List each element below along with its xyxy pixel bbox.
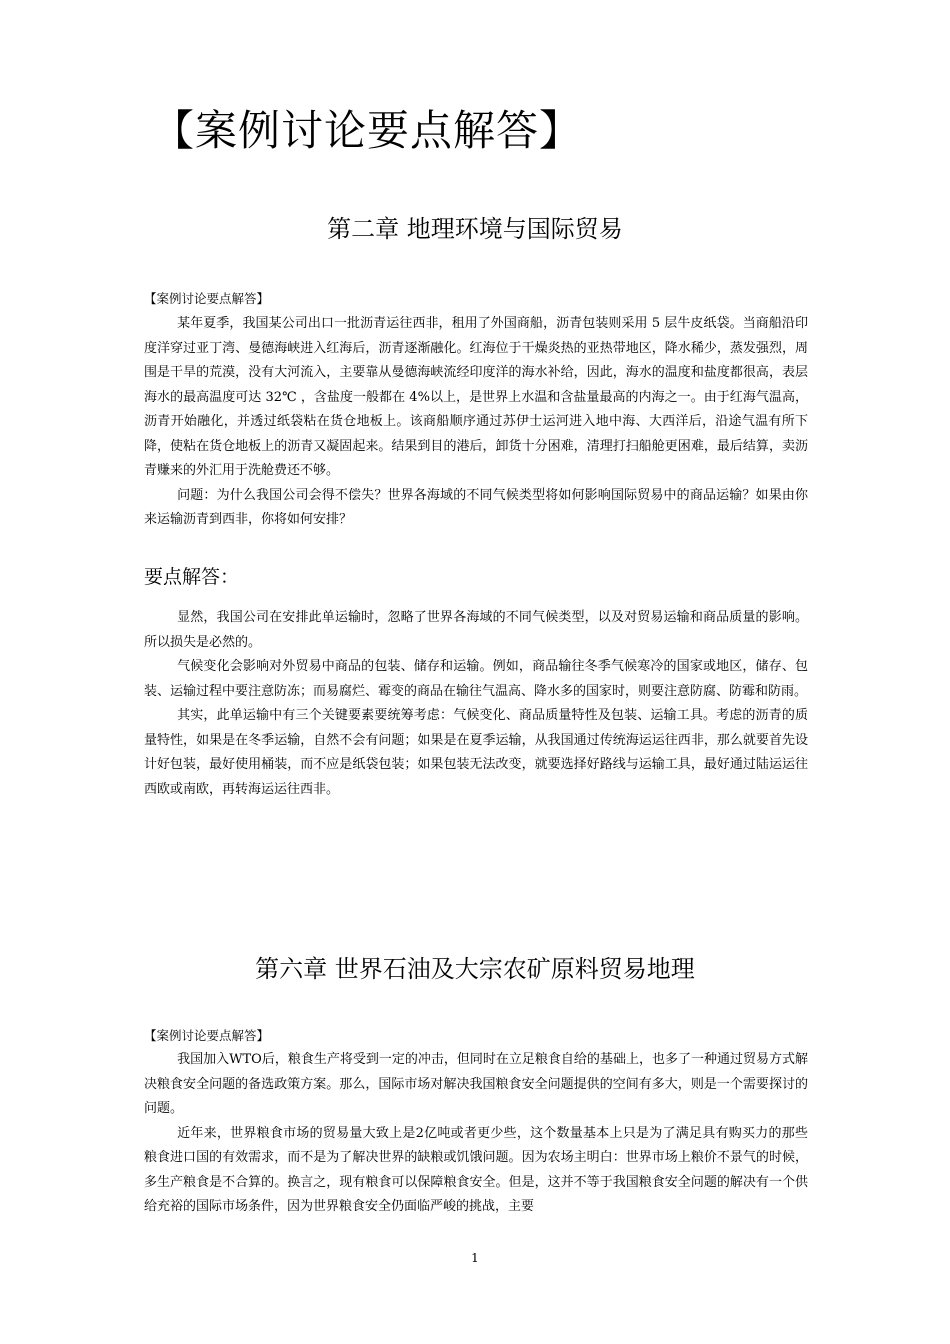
chapter-6-section-label: 【案例讨论要点解答】 [144, 1028, 270, 1043]
page-number: 1 [471, 1251, 479, 1265]
answer-paragraph: 显然，我国公司在安排此单运输时，忽略了世界各海域的不同气候类型，以及对贸易运输和商品质量的影响。所以损失是必然的。 [144, 610, 808, 650]
case-paragraph: 某年夏季，我国某公司出口一批沥青运往西非，租用了外国商船，沥青包装则采用 5 层牛皮纸袋。当商船沿印度洋穿过亚丁湾、曼德海峡进入红海后，沥青逐渐融化。红海位于干燥炎热的亚热带地区，降水稀少，蒸发强烈，周围是干旱的荒漠，没有大河流入，主要靠从曼德海峡流经印度洋的海水补给，因此，海水的温度和盐度都很高，表层海水的最高温度可达 32℃ ，含盐度一般都在 4%以上，是世界上水温和含盐量最高的内海之一。由于红海气温高，沥青开始融化，并透过纸袋粘在货仓地板上。该商船顺序通过苏伊士运河进入地中海、大西洋后，沿途气温有所下降，使粘在货仓地板上的沥青又凝固起来。结果到目的港后，卸货十分困难，清理打扫船舱更困难，最后结算，卖沥青赚来的外汇用于洗舱费还不够。 [144, 316, 808, 478]
chapter-2-title: 第二章 地理环境与国际贸易 [327, 215, 623, 243]
answer-paragraph: 气候变化会影响对外贸易中商品的包装、储存和运输。例如，商品输往冬季气候寒冷的国家或地区，储存、包装、运输过程中要注意防冻；而易腐烂、霉变的商品在输往气温高、降水多的国家时，则要注意防腐、防霉和防雨。 [144, 659, 808, 699]
answer-heading: 要点解答： [144, 566, 240, 588]
chapter-2-section-label: 【案例讨论要点解答】 [144, 291, 270, 306]
chapter-2-answer-text [144, 606, 808, 802]
body-paragraph: 我国加入WTO后，粮食生产将受到一定的冲击，但同时在立足粮食自给的基础上，也多了一种通过贸易方式解决粮食安全问题的备选政策方案。那么，国际市场对解决我国粮食安全问题提供的空间有多大，则是一个需要探讨的问题。 [144, 1052, 808, 1116]
chapter-2-case-text [144, 312, 808, 533]
chapter-6-text [144, 1048, 808, 1220]
answer-paragraph: 其实，此单运输中有三个关键要素要统筹考虑：气候变化、商品质量特性及包装、运输工具。考虑的沥青的质量特性，如果是在冬季运输，自然不会有问题；如果是在夏季运输，从我国通过传统海运运往西非，那么就要首先设计好包装，最好使用桶装，而不应是纸袋包装；如果包装无法改变，就要选择好路线与运输工具，最好通过陆运运往西欧或南欧，再转海运运往西非。 [144, 708, 808, 797]
page-title: 【案例讨论要点解答】 [152, 106, 583, 155]
question-paragraph: 问题：为什么我国公司会得不偿失？世界各海域的不同气候类型将如何影响国际贸易中的商品运输？如果由你来运输沥青到西非，你将如何安排？ [144, 487, 808, 527]
body-paragraph: 近年来，世界粮食市场的贸易量大致上是2亿吨或者更少些，这个数量基本上只是为了满足具有购买力的那些粮食进口国的有效需求，而不是为了解决世界的缺粮或饥饿问题。因为农场主明白：世界市场上粮价不景气的时候，多生产粮食是不合算的。换言之，现有粮食可以保障粮食安全。但是，这并不等于我国粮食安全问题的解决有一个供给充裕的国际市场条件，因为世界粮食安全仍面临严峻的挑战，主要 [144, 1125, 808, 1214]
chapter-6-title: 第六章 世界石油及大宗农矿原料贸易地理 [255, 955, 695, 983]
